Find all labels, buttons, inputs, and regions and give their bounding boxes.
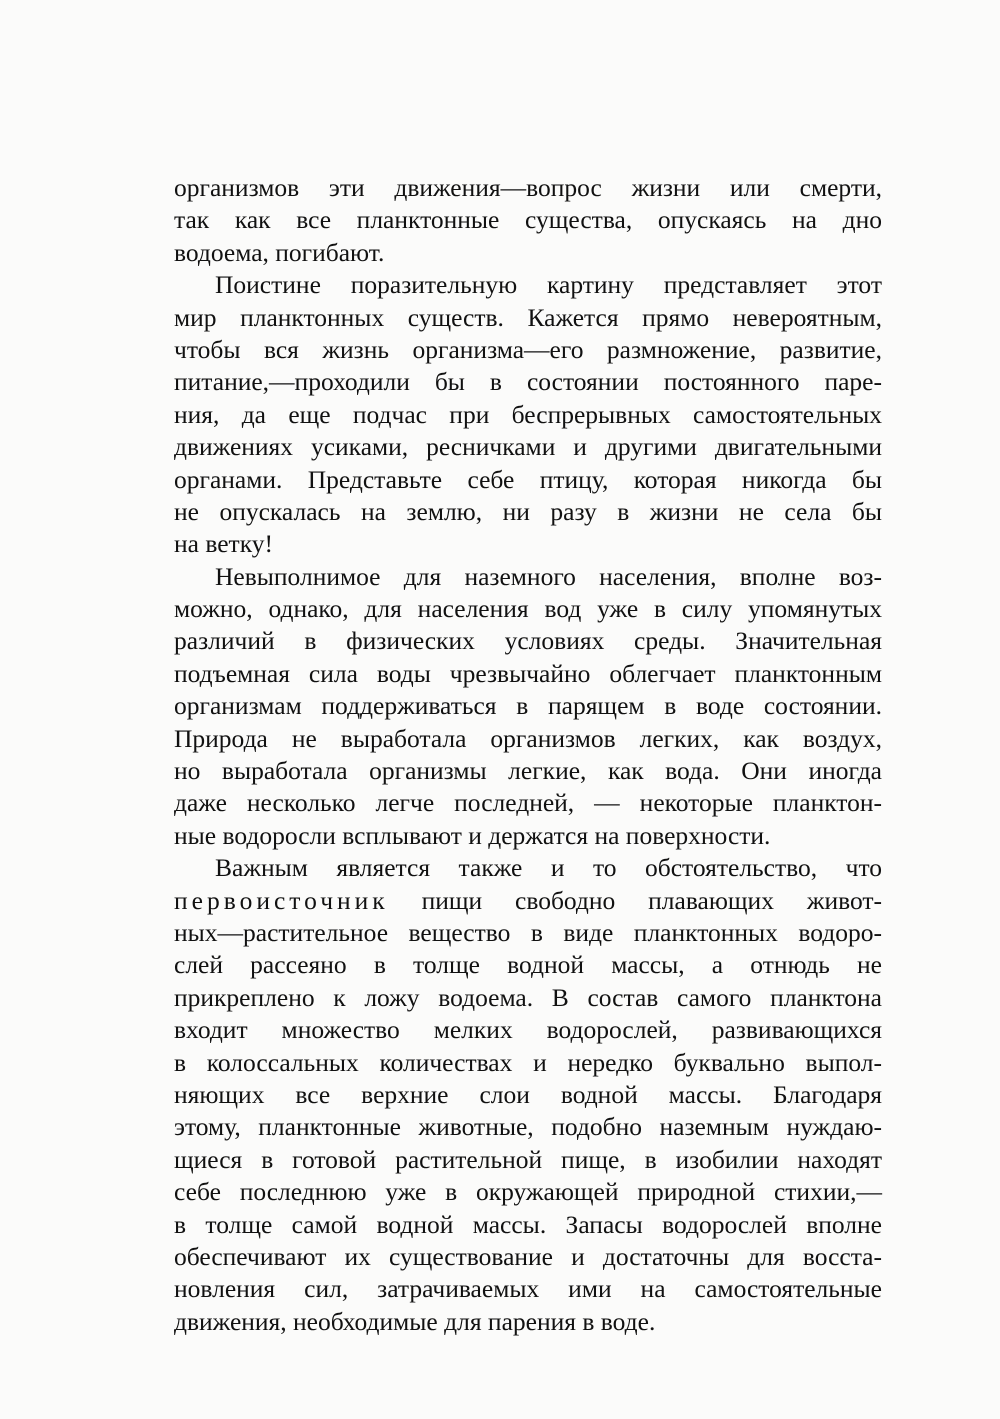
text-line: не опускалась на землю, ни разу в жизни не села бы [174, 496, 882, 526]
text-line: новления сил, затрачиваемых ими на самостоятельные [174, 1274, 882, 1304]
body-text [174, 172, 882, 1338]
text-line: так как все планктонные существа, опускаясь на дно [174, 205, 882, 235]
text-line: в толще самой водной массы. Запасы водорослей вполне [174, 1209, 882, 1239]
text-line: питание,—проходили бы в состоянии постоянного паре- [174, 367, 882, 397]
text-line: на ветку! [174, 529, 273, 559]
emphasized-word: первоисточник [174, 885, 389, 915]
text-line: Важным является также и то обстоятельство, что [215, 853, 882, 883]
text-line: но выработала организмы легкие, как вода. Они иногда [174, 756, 882, 786]
text-line: себе последнюю уже в окружающей природной стихии,— [174, 1177, 882, 1207]
text-line: щиеся в готовой растительной пище, в изобилии находят [174, 1144, 882, 1174]
text-line: этому, планктонные животные, подобно наземным нуждаю- [174, 1112, 882, 1142]
text-line: организмов эти движения—вопрос жизни или смерти, [174, 173, 882, 202]
text-line: даже несколько легче последней, — некоторые планктон- [174, 788, 882, 818]
text-line: различий в физических условиях среды. Значительная [174, 626, 882, 656]
text-line: движения, необходимые для парения в воде. [174, 1306, 656, 1336]
text-line: прикреплено к ложу водоема. В состав самого планктона [174, 982, 882, 1012]
text-line: можно, однако, для населения вод уже в силу упомянутых [174, 594, 882, 624]
paragraph-3 [174, 561, 882, 853]
text-line: слей рассеяно в толще водной массы, а отнюдь не [174, 950, 882, 980]
text-line: подъемная сила воды чрезвычайно облегчает планктонным [174, 658, 882, 688]
text-line: движениях усиками, ресничками и другими двигательными [174, 432, 882, 462]
text-line: Природа не выработала организмов легких, как воздух, [174, 723, 882, 753]
text-line: первоисточник пищи свободно плавающих живот- [174, 885, 882, 915]
text-line: ные водоросли всплывают и держатся на поверхности. [174, 820, 771, 850]
text-line: в колоссальных количествах и нередко буквально выпол- [174, 1047, 882, 1077]
text-line: организмам поддерживаться в парящем в воде состоянии. [174, 691, 882, 721]
text-line: ных—растительное вещество в виде планктонных водоро- [174, 917, 882, 947]
text-line: чтобы вся жизнь организма—его размножение, развитие, [174, 334, 882, 364]
text-line: Невыполнимое для наземного населения, вполне воз- [215, 561, 882, 591]
text-line: органами. Представьте себе птицу, которая никогда бы [174, 464, 882, 494]
text-line: няющих все верхние слои водной массы. Благодаря [174, 1079, 882, 1109]
text-line: мир планктонных существ. Кажется прямо невероятным, [174, 302, 882, 332]
text-line: входит множество мелких водорослей, развивающихся [174, 1015, 882, 1045]
paragraph-2 [174, 269, 882, 561]
text-line: ния, да еще подчас при беспрерывных самостоятельных [174, 399, 882, 429]
paragraph-4 [174, 852, 882, 1338]
text-line: обеспечивают их существование и достаточны для восста- [174, 1241, 882, 1271]
text-line: Поистине поразительную картину представляет этот [215, 270, 882, 300]
text-line: водоема, погибают. [174, 237, 385, 267]
paragraph-1 [174, 172, 882, 269]
